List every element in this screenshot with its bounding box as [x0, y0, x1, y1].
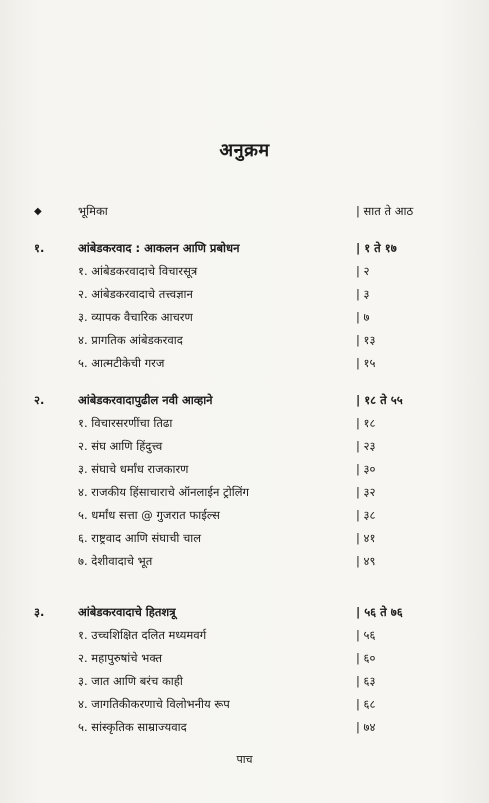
section-title: आंबेडकरवाद : आकलन आणि प्रबोधन — [78, 241, 240, 255]
toc-item-pages: | २३ — [356, 439, 376, 453]
toc-item-label: ६. राष्ट्रवाद आणि संघाची चाल — [78, 531, 202, 545]
toc-item-label: ७. देशीवादाचे भूत — [78, 554, 153, 568]
toc-item-pages: | १५ — [356, 356, 376, 370]
toc-item — [34, 260, 454, 283]
toc-item — [34, 693, 454, 716]
toc-item-pages: | ३२ — [356, 485, 376, 499]
page-number-footer: पाच — [236, 753, 253, 766]
toc-item-pages: | १८ — [356, 416, 376, 430]
toc-item-pages: | ४१ — [356, 531, 376, 545]
toc-item — [34, 670, 454, 693]
section-pages: | ५६ ते ७६ — [356, 605, 403, 619]
section-pages: | १ ते १७ — [356, 241, 397, 255]
toc-intro-label: भूमिका — [78, 204, 108, 218]
toc-intro-row — [34, 200, 454, 223]
toc-item-pages: | २ — [356, 264, 370, 278]
toc-item-label: ४. प्रागतिक आंबेडकरवाद — [78, 333, 183, 347]
toc-section-1 — [34, 237, 454, 260]
page-title: अनुक्रम — [219, 140, 270, 161]
section-title: आंबेडकरवादाचे हितशत्रू — [78, 605, 176, 619]
toc-item-pages: | ३० — [356, 462, 376, 476]
toc-item-pages: | ६३ — [356, 674, 376, 688]
section-title: आंबेडकरवादापुढील नवी आव्हाने — [78, 393, 213, 407]
toc-section-3 — [34, 601, 454, 624]
toc-item-label: ४. राजकीय हिंसाचाराचे ऑनलाईन ट्रोलिंग — [78, 485, 250, 499]
toc-item-pages: | ३८ — [356, 508, 376, 522]
toc-item — [34, 458, 454, 481]
toc-item-pages: | ३ — [356, 287, 370, 301]
toc-item-label: १. विचारसरणींचा तिढा — [78, 416, 173, 430]
toc-item-pages: | ७४ — [356, 720, 376, 734]
toc-item-label: २. आंबेडकरवादाचे तत्त्वज्ञान — [78, 287, 193, 301]
toc-item — [34, 550, 454, 573]
toc-item — [34, 624, 454, 647]
toc-item-label: ३. जात आणि बरंच काही — [78, 674, 183, 688]
toc-item — [34, 435, 454, 458]
toc-item-pages: | ४९ — [356, 554, 376, 568]
toc-item — [34, 283, 454, 306]
toc-item-pages: | ६० — [356, 651, 376, 665]
toc-item — [34, 716, 454, 739]
table-of-contents — [34, 200, 454, 739]
toc-item — [34, 412, 454, 435]
toc-item-label: ५. सांस्कृतिक साम्राज्यवाद — [78, 720, 187, 734]
toc-item — [34, 527, 454, 550]
toc-item-label: २. महापुरुषांचे भक्त — [78, 651, 163, 665]
toc-item-label: ५. धर्मांध सत्ता @ गुजरात फाईल्स — [78, 508, 220, 522]
diamond-bullet-icon: ◆ — [34, 206, 42, 217]
toc-item — [34, 647, 454, 670]
toc-item-label: २. संघ आणि हिंदुत्त्व — [78, 439, 163, 453]
section-number: २. — [34, 393, 45, 407]
toc-item-pages: | ६८ — [356, 697, 376, 711]
toc-item-label: ५. आत्मटीकेची गरज — [78, 356, 165, 370]
toc-item — [34, 329, 454, 352]
toc-section-2 — [34, 389, 454, 412]
toc-item-label: ४. जागतिकीकरणाचे विलोभनीय रूप — [78, 697, 230, 711]
toc-item-pages: | ५६ — [356, 628, 376, 642]
toc-item — [34, 481, 454, 504]
toc-item — [34, 306, 454, 329]
toc-item-pages: | ७ — [356, 310, 370, 324]
toc-intro-pages: | सात ते आठ — [356, 204, 414, 218]
toc-item — [34, 352, 454, 375]
toc-item-label: ३. संघाचे धर्मांध राजकारण — [78, 462, 189, 476]
section-number: ३. — [34, 605, 45, 619]
section-pages: | १८ ते ५५ — [356, 393, 403, 407]
toc-item-label: ३. व्यापक वैचारिक आचरण — [78, 310, 193, 324]
toc-item — [34, 504, 454, 527]
toc-item-label: १. आंबेडकरवादाचे विचारसूत्र — [78, 264, 198, 278]
toc-item-pages: | १३ — [356, 333, 376, 347]
section-number: १. — [34, 241, 45, 255]
toc-item-label: १. उच्चशिक्षित दलित मध्यमवर्ग — [78, 628, 207, 642]
